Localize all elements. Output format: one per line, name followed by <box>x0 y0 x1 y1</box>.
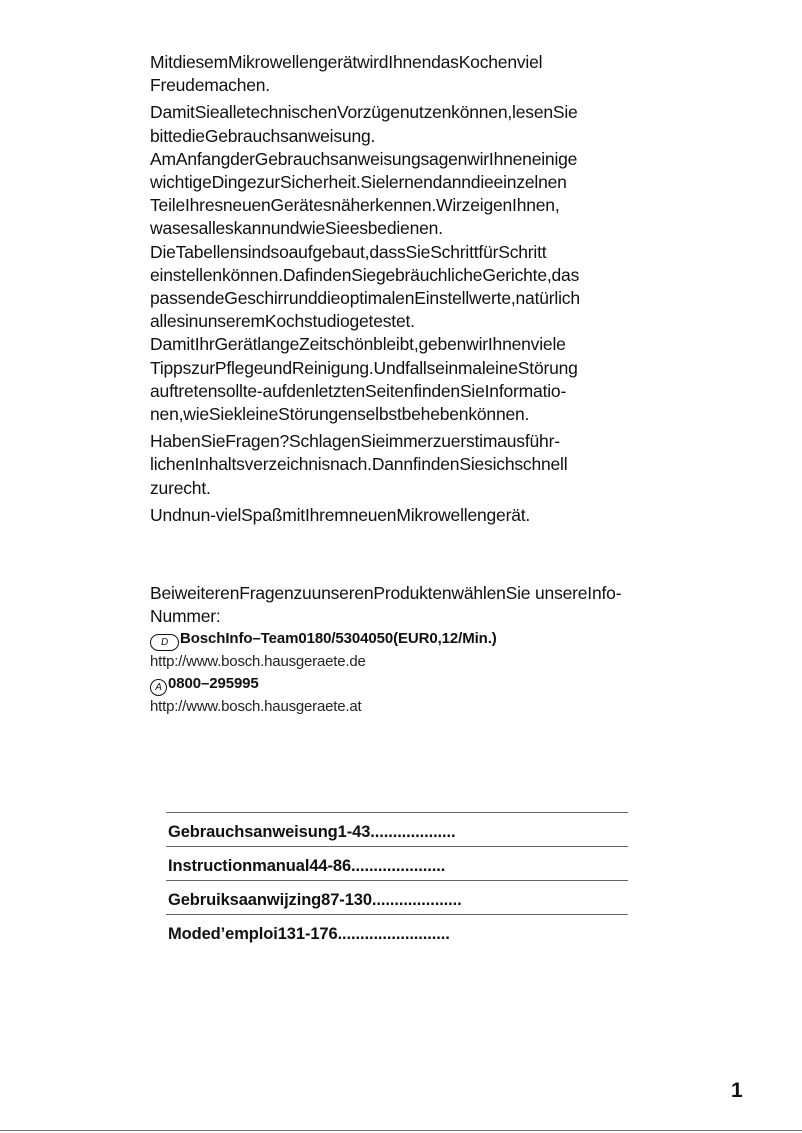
germany-badge-icon: D <box>150 634 179 651</box>
toc-entry-french[interactable]: Moded’emploi131-176......................... <box>168 925 450 943</box>
intro-paragraph: AmAnfangderGebrauchsanweisungsagenwirIhneneinige wichtigeDingezurSicherheit.Sielernendanndieeinzelnen TeileIhresneuenGerätesnäherkennen.WirzeigenIhnen, wasesalleskannundwieSieesbedienen. <box>150 148 578 239</box>
intro-text <box>150 51 620 531</box>
table-of-contents <box>166 812 628 949</box>
toc-entry-dutch[interactable]: Gebruiksaanwijzing87-130.................... <box>166 881 628 915</box>
contact-intro: BeiweiterenFragenzuunserenProduktenwählenSie unsereInfo-Nummer: <box>150 583 622 627</box>
germany-hotline-text: BoschInfo–Team0180/5304050(EUR0,12/Min.) <box>180 630 497 648</box>
germany-hotline <box>150 628 670 651</box>
intro-paragraph: DamitIhrGerätlangeZeitschönbleibt,gebenwirIhnenviele TippszurPflegeundReinigung.UndfallseinmaleineStörung auftretensollte-aufdenletztenSeitenfindenSieInformatio- nen,wieSiekleineStörungenselbstbehebenkönnen. <box>150 334 578 425</box>
toc-entry-german[interactable]: Gebrauchsanweisung1-43................... <box>166 813 628 847</box>
germany-url[interactable]: http://www.bosch.hausgeraete.de <box>150 653 366 671</box>
austria-hotline-text: 0800–295995 <box>168 675 259 693</box>
austria-url[interactable]: http://www.bosch.hausgeraete.at <box>150 698 362 716</box>
intro-paragraph: MitdiesemMikrowellengerätwirdIhnendasKochenviel Freudemachen. <box>150 52 543 96</box>
intro-paragraph: DamitSiealletechnischenVorzügenutzenkönnen,lesenSie bittedieGebrauchsanweisung. <box>150 102 578 146</box>
intro-paragraph: HabenSieFragen?SchlagenSieimmerzuerstimausführ- lichenInhaltsverzeichnisnach.DannfindenSiesichschnell zurecht. <box>150 431 568 498</box>
austria-badge-icon: A <box>150 679 167 696</box>
intro-paragraph: Undnun-vielSpaßmitIhremneuenMikrowellengerät. <box>150 504 531 525</box>
toc-entry-english[interactable]: Instructionmanual44-86..................... <box>166 847 628 881</box>
page-number: 1 <box>731 1079 743 1102</box>
intro-paragraph: DieTabellensindsoaufgebaut,dassSieSchrittfürSchritt einstellenkönnen.DafindenSiegebräuchlicheGerichte,das passendeGeschirrunddieoptimalenEinstellwerte,natürlich allesinunseremKochstudiogetestet. <box>150 241 580 332</box>
bottom-divider <box>0 1130 802 1131</box>
contact-info <box>150 582 670 718</box>
austria-hotline <box>150 673 670 696</box>
